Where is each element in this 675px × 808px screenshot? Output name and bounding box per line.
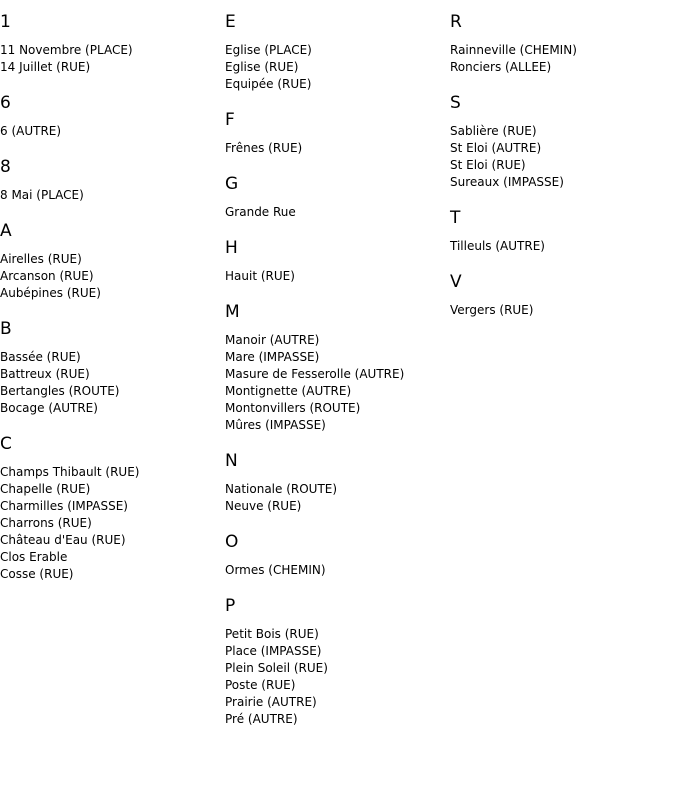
letter-heading: T	[450, 208, 461, 228]
letter-group	[450, 208, 675, 255]
street-list	[225, 332, 450, 434]
street-link[interactable]: 11 Novembre (PLACE)	[0, 43, 133, 57]
street-link[interactable]: Bertangles (ROUTE)	[0, 384, 120, 398]
letter-heading: B	[0, 319, 12, 339]
letter-group	[0, 157, 225, 204]
letter-group	[225, 12, 450, 93]
street-link[interactable]: Plein Soleil (RUE)	[225, 661, 328, 675]
street-link[interactable]: Tilleuls (AUTRE)	[450, 239, 545, 253]
letter-heading: H	[225, 238, 238, 258]
street-link[interactable]: Battreux (RUE)	[0, 367, 90, 381]
street-index-column-2	[225, 0, 450, 728]
street-link[interactable]: Nationale (ROUTE)	[225, 482, 338, 496]
letter-group	[0, 434, 225, 583]
street-link[interactable]: St Eloi (AUTRE)	[450, 141, 542, 155]
street-link[interactable]: Montignette (AUTRE)	[225, 384, 352, 398]
street-link[interactable]: 8 Mai (PLACE)	[0, 188, 84, 202]
street-list	[225, 204, 450, 221]
street-list	[0, 464, 225, 583]
letter-heading: F	[225, 110, 235, 130]
street-link[interactable]: Place (IMPASSE)	[225, 644, 322, 658]
street-link[interactable]: Petit Bois (RUE)	[225, 627, 319, 641]
street-list	[225, 626, 450, 728]
street-link[interactable]: Cosse (RUE)	[0, 567, 74, 581]
letter-heading: A	[0, 221, 12, 241]
street-link[interactable]: Clos Erable	[0, 550, 68, 564]
street-link[interactable]: Prairie (AUTRE)	[225, 695, 317, 709]
street-link[interactable]: Aubépines (RUE)	[0, 286, 101, 300]
street-link[interactable]: Ronciers (ALLEE)	[450, 60, 552, 74]
letter-group	[0, 93, 225, 140]
street-link[interactable]: Château d'Eau (RUE)	[0, 533, 126, 547]
letter-group	[0, 319, 225, 417]
street-list	[0, 123, 225, 140]
street-link[interactable]: Arcanson (RUE)	[0, 269, 94, 283]
letter-group	[0, 12, 225, 76]
street-list	[225, 481, 450, 515]
street-link[interactable]: Charrons (RUE)	[0, 516, 92, 530]
street-link[interactable]: Mûres (IMPASSE)	[225, 418, 326, 432]
street-link[interactable]: Eglise (RUE)	[225, 60, 299, 74]
street-list	[450, 123, 675, 191]
street-list	[0, 349, 225, 417]
letter-group	[225, 451, 450, 515]
letter-heading: 1	[0, 12, 11, 32]
street-link[interactable]: Equipée (RUE)	[225, 77, 312, 91]
street-list	[0, 187, 225, 204]
letter-group	[225, 238, 450, 285]
street-list	[225, 268, 450, 285]
letter-heading: R	[450, 12, 462, 32]
street-link[interactable]: St Eloi (RUE)	[450, 158, 526, 172]
street-link[interactable]: Champs Thibault (RUE)	[0, 465, 140, 479]
street-link[interactable]: Neuve (RUE)	[225, 499, 302, 513]
street-link[interactable]: Poste (RUE)	[225, 678, 296, 692]
letter-heading: M	[225, 302, 240, 322]
street-link[interactable]: Bassée (RUE)	[0, 350, 81, 364]
letter-group	[225, 596, 450, 728]
letter-heading: C	[0, 434, 12, 454]
letter-group	[450, 93, 675, 191]
street-link[interactable]: Vergers (RUE)	[450, 303, 534, 317]
street-list	[450, 302, 675, 319]
letter-group	[225, 174, 450, 221]
street-list	[0, 251, 225, 302]
letter-heading: 6	[0, 93, 11, 113]
street-link[interactable]: Rainneville (CHEMIN)	[450, 43, 577, 57]
letter-heading: N	[225, 451, 238, 471]
street-link[interactable]: Grande Rue	[225, 205, 296, 219]
letter-group	[450, 12, 675, 76]
letter-heading: S	[450, 93, 461, 113]
street-list	[450, 238, 675, 255]
letter-heading: V	[450, 272, 462, 292]
street-link[interactable]: 14 Juillet (RUE)	[0, 60, 91, 74]
street-link[interactable]: Manoir (AUTRE)	[225, 333, 320, 347]
street-link[interactable]: Hauit (RUE)	[225, 269, 295, 283]
street-link[interactable]: Mare (IMPASSE)	[225, 350, 320, 364]
street-link[interactable]: Bocage (AUTRE)	[0, 401, 98, 415]
street-list	[225, 562, 450, 579]
street-list	[225, 42, 450, 93]
street-link[interactable]: Montonvillers (ROUTE)	[225, 401, 361, 415]
street-list	[225, 140, 450, 157]
letter-group	[225, 532, 450, 579]
street-link[interactable]: Masure de Fesserolle (AUTRE)	[225, 367, 405, 381]
letter-heading: O	[225, 532, 239, 552]
letter-heading: 8	[0, 157, 11, 177]
letter-group	[450, 272, 675, 319]
street-link[interactable]: 6 (AUTRE)	[0, 124, 62, 138]
street-link[interactable]: Sablière (RUE)	[450, 124, 537, 138]
street-list	[0, 42, 225, 76]
letter-heading: P	[225, 596, 236, 616]
street-link[interactable]: Charmilles (IMPASSE)	[0, 499, 128, 513]
street-list	[450, 42, 675, 76]
letter-heading: E	[225, 12, 236, 32]
letter-group	[0, 221, 225, 302]
street-link[interactable]: Eglise (PLACE)	[225, 43, 312, 57]
street-link[interactable]: Sureaux (IMPASSE)	[450, 175, 564, 189]
street-link[interactable]: Airelles (RUE)	[0, 252, 82, 266]
street-index-column-3	[450, 0, 675, 319]
street-link[interactable]: Ormes (CHEMIN)	[225, 563, 326, 577]
street-link[interactable]: Frênes (RUE)	[225, 141, 303, 155]
street-link[interactable]: Pré (AUTRE)	[225, 712, 298, 726]
letter-group	[225, 302, 450, 434]
street-index-column-1	[0, 0, 225, 583]
street-link[interactable]: Chapelle (RUE)	[0, 482, 91, 496]
letter-heading: G	[225, 174, 239, 194]
letter-group	[225, 110, 450, 157]
